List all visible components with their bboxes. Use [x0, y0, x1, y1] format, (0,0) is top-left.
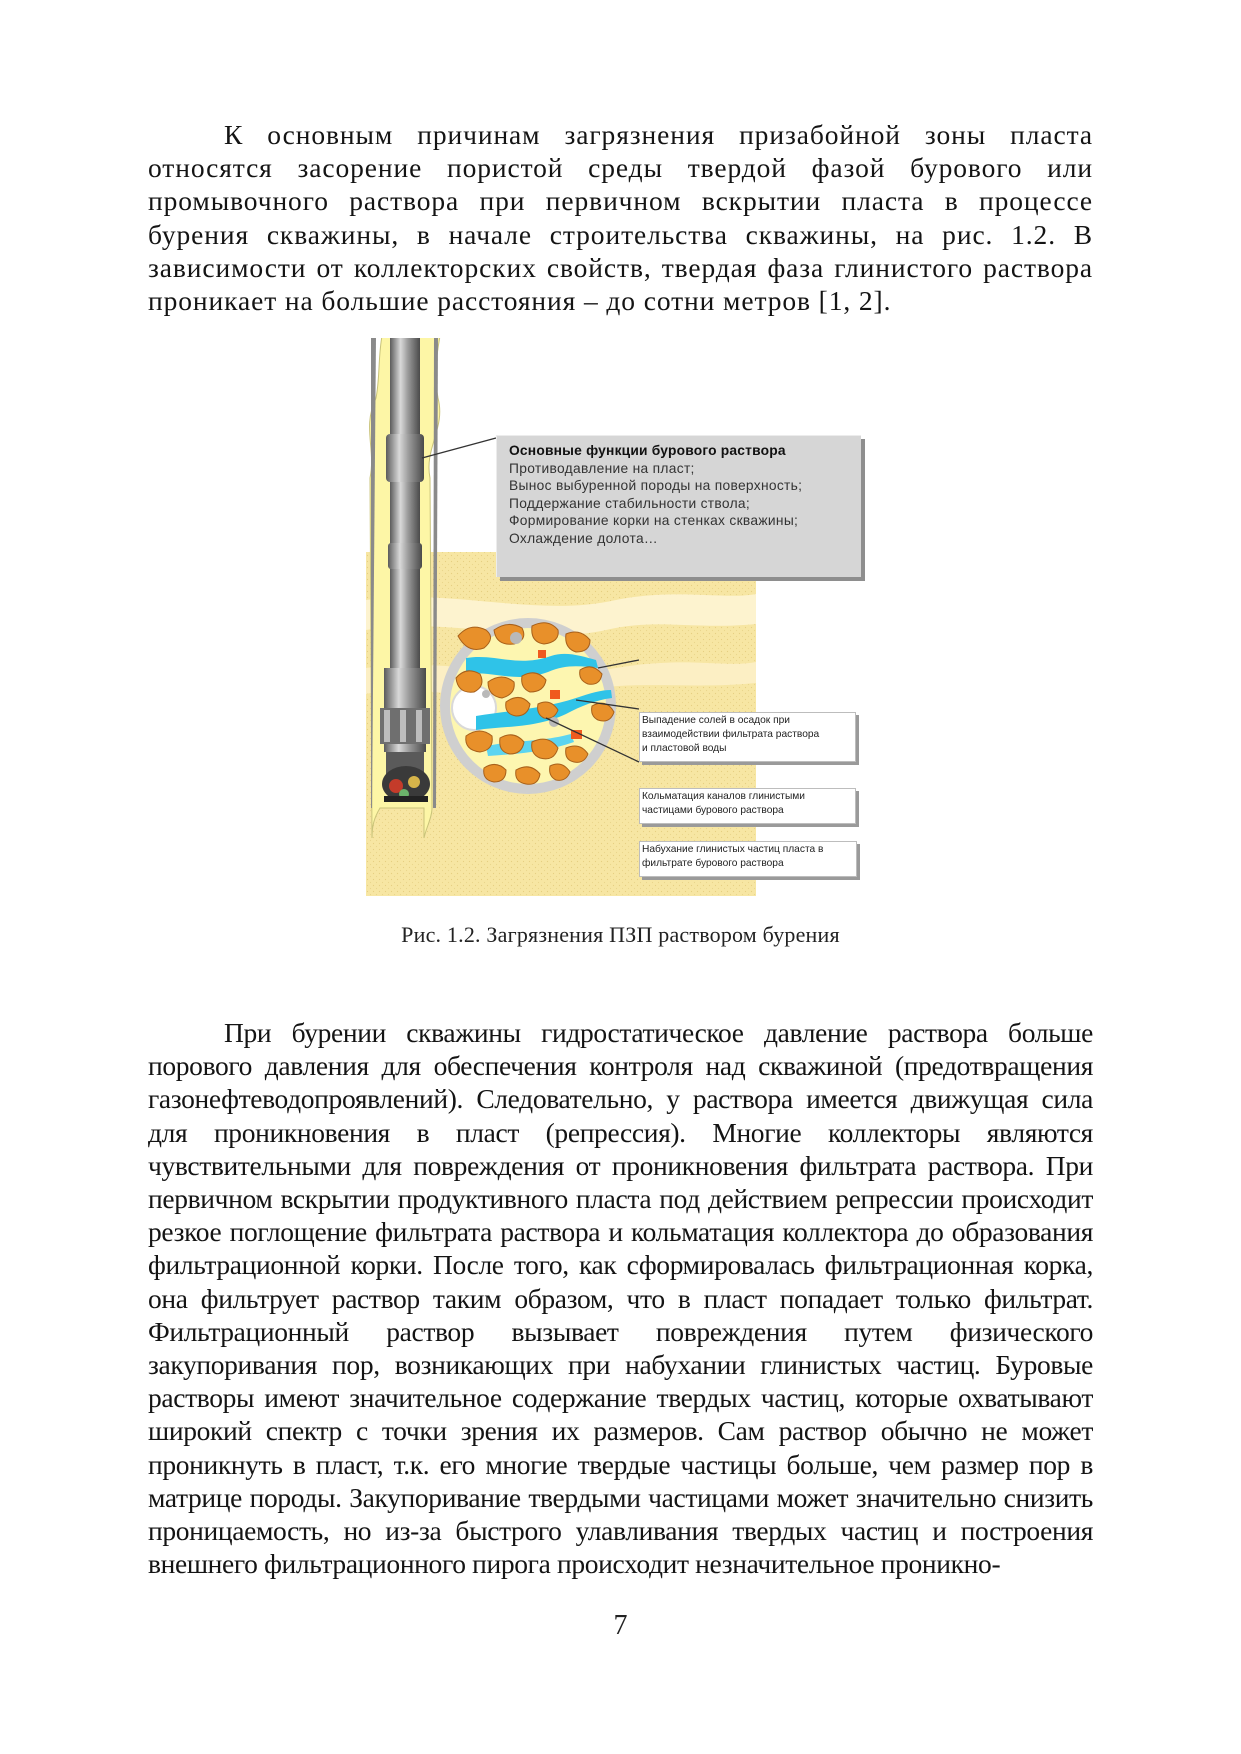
bit-teeth: [384, 796, 428, 802]
function-item: Поддержание стабильности ствола;: [509, 495, 751, 511]
callout-clay-plugging: [639, 788, 856, 824]
drilling-fluid-functions-box: [496, 435, 861, 577]
figure-caption: Рис. 1.2. Загрязнения ПЗП раствором бурения: [401, 922, 840, 947]
callout-line: и пластовой воды: [642, 743, 727, 754]
paragraph-main: При бурении скважины гидростатическое давление раствора больше порового давления для обеспечения контроля над скважиной (предотвращения газонефтеводопроявлений). Следовательно, у раствора имеется движущая сила для проникновения в пласт (репрессия). Многие коллекторы являются чувствительными для повреждения от проникновения фильтрата раствора. При первичном вскрытии продуктивного пласта под действием репрессии происходит резкое поглощение фильтрата раствора и кольматация коллектора до образования фильтрационной корки. После того, как сформировалась фильтрационная корка, она фильтрует раствор таким образом, что в пласт попадает только фильтрат. Фильтрационный раствор вызывает повреждения путем физического закупоривания пор, возникающих при набухании глинистых частиц. Буровые растворы имеют значительное содержание твердых частиц, которые охватывают широкий спектр с точки зрения их размеров. Сам раствор обычно не может проникнуть в пласт, т.к. его многие твердые частицы больше, чем размер пор в матрице породы. Закупоривание твердыми частицами может значительно снизить проницаемость, но из-за быстрого улавливания твердых частиц и построения внешнего фильтрационного пирога происходит незначительное проникно-: [148, 1017, 1093, 1580]
callout-line: Набухание глинистых частиц пласта в: [642, 844, 824, 855]
salt-deposit: [538, 650, 546, 658]
functions-title: Основные функции бурового раствора: [509, 443, 786, 458]
function-item: Вынос выбуренной породы на поверхность;: [509, 478, 803, 494]
callout-line: Кольматация каналов глинистыми: [642, 791, 805, 802]
drill-pipe: [390, 338, 420, 726]
stabilizer-rib: [400, 710, 406, 742]
callout-clay-swelling: [639, 841, 857, 877]
drill-pipe-joint: [386, 434, 424, 482]
paragraph-intro: К основным причинам загрязнения призабойной зоны пласта относятся засорение пористой среды твердой фазой бурового или промывочного раствора при первичном вскрытии пласта в процессе бурения скважины, в начале строительства скважины, на рис. 1.2. В зависимости от коллекторских свойств, твердая фаза глинистого раствора проникает на большие расстояния – до сотни метров [1, 2].: [148, 119, 1093, 317]
callout-line: частицами бурового раствора: [642, 805, 784, 816]
callout-salt-precipitation: [639, 712, 856, 762]
function-item: Противодавление на пласт;: [509, 460, 695, 476]
drill-bit-cone: [408, 776, 420, 788]
drill-pipe-joint: [388, 543, 422, 569]
salt-deposit: [550, 690, 560, 699]
figure-wellbore-contamination: [366, 338, 866, 896]
stabilizer-rib: [384, 710, 390, 742]
callout-line: взаимодействии фильтрата раствора: [642, 729, 820, 740]
callout-line: фильтрате бурового раствора: [642, 858, 784, 869]
page-number: 7: [613, 1610, 628, 1641]
callout-line: Выпадение солей в осадок при: [642, 715, 790, 726]
function-item: Охлаждение долота…: [509, 530, 659, 546]
pore-magnifier: [440, 618, 616, 794]
stabilizer-rib: [416, 710, 422, 742]
function-item: Формирование корки на стенках скважины;: [509, 513, 799, 529]
